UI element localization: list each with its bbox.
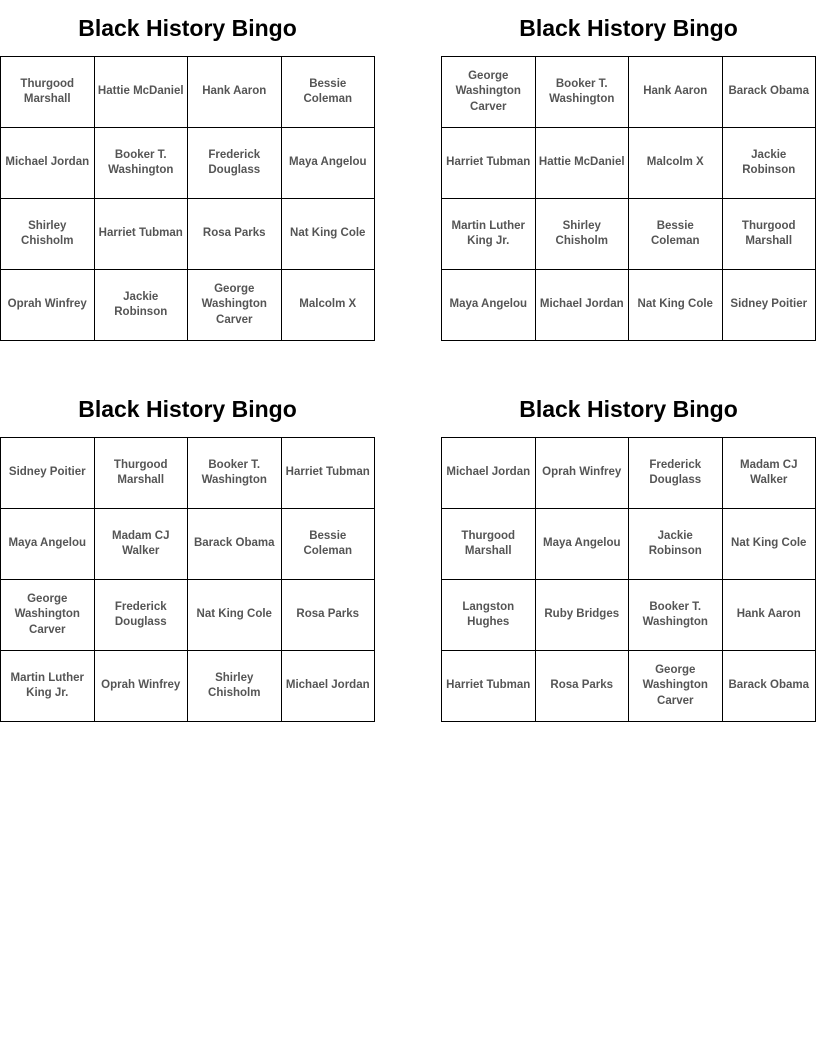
card-title: Black History Bingo <box>78 396 297 422</box>
bingo-cell: Madam CJ Walker <box>722 438 816 509</box>
grid-row <box>442 128 816 199</box>
bingo-cell: Rosa Parks <box>281 580 375 651</box>
bingo-card-2 <box>441 0 816 341</box>
bingo-cell: Thurgood Marshall <box>442 509 536 580</box>
bingo-cell: Oprah Winfrey <box>94 651 188 722</box>
bingo-cell: Maya Angelou <box>1 509 95 580</box>
bingo-cell: Maya Angelou <box>281 128 375 199</box>
bingo-cell: Maya Angelou <box>535 509 629 580</box>
grid-row <box>1 438 375 509</box>
bingo-cell: Jackie Robinson <box>94 270 188 341</box>
bingo-cell: Hank Aaron <box>629 57 723 128</box>
bingo-cell: Barack Obama <box>722 57 816 128</box>
bingo-cell: Booker T. Washington <box>188 438 282 509</box>
bingo-cell: Ruby Bridges <box>535 580 629 651</box>
bingo-cell: Shirley Chisholm <box>535 199 629 270</box>
bingo-cell: Bessie Coleman <box>281 509 375 580</box>
card-title: Black History Bingo <box>519 15 738 41</box>
bingo-cell: George Washington Carver <box>442 57 536 128</box>
bingo-cell: Booker T. Washington <box>94 128 188 199</box>
bingo-grid <box>441 437 816 722</box>
bingo-cell: Nat King Cole <box>629 270 723 341</box>
bingo-cell: Michael Jordan <box>281 651 375 722</box>
grid-row <box>442 270 816 341</box>
bingo-card-3 <box>0 381 375 722</box>
grid-row <box>1 270 375 341</box>
bingo-cell: Barack Obama <box>188 509 282 580</box>
bingo-cell: Rosa Parks <box>535 651 629 722</box>
bingo-cell: Hank Aaron <box>722 580 816 651</box>
bingo-grid <box>0 437 375 722</box>
bingo-cell: Thurgood Marshall <box>1 57 95 128</box>
bingo-cell: Madam CJ Walker <box>94 509 188 580</box>
bingo-cell: Shirley Chisholm <box>188 651 282 722</box>
bingo-cell: Harriet Tubman <box>442 128 536 199</box>
bingo-cell: Jackie Robinson <box>722 128 816 199</box>
grid-row <box>442 57 816 128</box>
bingo-cell: Sidney Poitier <box>722 270 816 341</box>
bingo-cell: Booker T. Washington <box>535 57 629 128</box>
bingo-grid <box>0 56 375 341</box>
bingo-cell: Nat King Cole <box>722 509 816 580</box>
bingo-cell: Thurgood Marshall <box>94 438 188 509</box>
grid-row <box>442 199 816 270</box>
bingo-cell: Frederick Douglass <box>94 580 188 651</box>
bingo-cell: Thurgood Marshall <box>722 199 816 270</box>
bingo-cell: Bessie Coleman <box>629 199 723 270</box>
bingo-cell: Shirley Chisholm <box>1 199 95 270</box>
card-title: Black History Bingo <box>519 396 738 422</box>
grid-row <box>1 57 375 128</box>
bingo-cell: Bessie Coleman <box>281 57 375 128</box>
bingo-cell: Frederick Douglass <box>188 128 282 199</box>
bingo-cell: Sidney Poitier <box>1 438 95 509</box>
grid-row <box>1 509 375 580</box>
bingo-cell: Harriet Tubman <box>281 438 375 509</box>
grid-row <box>1 651 375 722</box>
grid-row <box>442 438 816 509</box>
bingo-cell: Harriet Tubman <box>442 651 536 722</box>
bingo-cell: Harriet Tubman <box>94 199 188 270</box>
grid-row <box>442 651 816 722</box>
bingo-cell: Nat King Cole <box>188 580 282 651</box>
bingo-cell: Hattie McDaniel <box>535 128 629 199</box>
grid-row <box>1 580 375 651</box>
bingo-cell: Oprah Winfrey <box>1 270 95 341</box>
bingo-cell: Malcolm X <box>281 270 375 341</box>
bingo-cell: Maya Angelou <box>442 270 536 341</box>
bingo-cell: Michael Jordan <box>535 270 629 341</box>
bingo-cell: Hank Aaron <box>188 57 282 128</box>
bingo-cell: George Washington Carver <box>1 580 95 651</box>
bingo-cell: Malcolm X <box>629 128 723 199</box>
bingo-cell: Booker T. Washington <box>629 580 723 651</box>
bingo-cell: Martin Luther King Jr. <box>442 199 536 270</box>
bingo-card-4 <box>441 381 816 722</box>
bingo-cell: Michael Jordan <box>442 438 536 509</box>
bingo-cell: Frederick Douglass <box>629 438 723 509</box>
bingo-cell: Martin Luther King Jr. <box>1 651 95 722</box>
grid-row <box>1 199 375 270</box>
bingo-cell: Jackie Robinson <box>629 509 723 580</box>
bingo-cell: Langston Hughes <box>442 580 536 651</box>
bingo-cell: George Washington Carver <box>629 651 723 722</box>
bingo-cell: Oprah Winfrey <box>535 438 629 509</box>
grid-row <box>442 580 816 651</box>
bingo-cell: Hattie McDaniel <box>94 57 188 128</box>
bingo-grid <box>441 56 816 341</box>
grid-row <box>1 128 375 199</box>
bingo-cell: Nat King Cole <box>281 199 375 270</box>
grid-row <box>442 509 816 580</box>
bingo-cell: Rosa Parks <box>188 199 282 270</box>
bingo-cell: Barack Obama <box>722 651 816 722</box>
bingo-card-1 <box>0 0 375 341</box>
card-title: Black History Bingo <box>78 15 297 41</box>
bingo-cell: George Washington Carver <box>188 270 282 341</box>
bingo-cell: Michael Jordan <box>1 128 95 199</box>
